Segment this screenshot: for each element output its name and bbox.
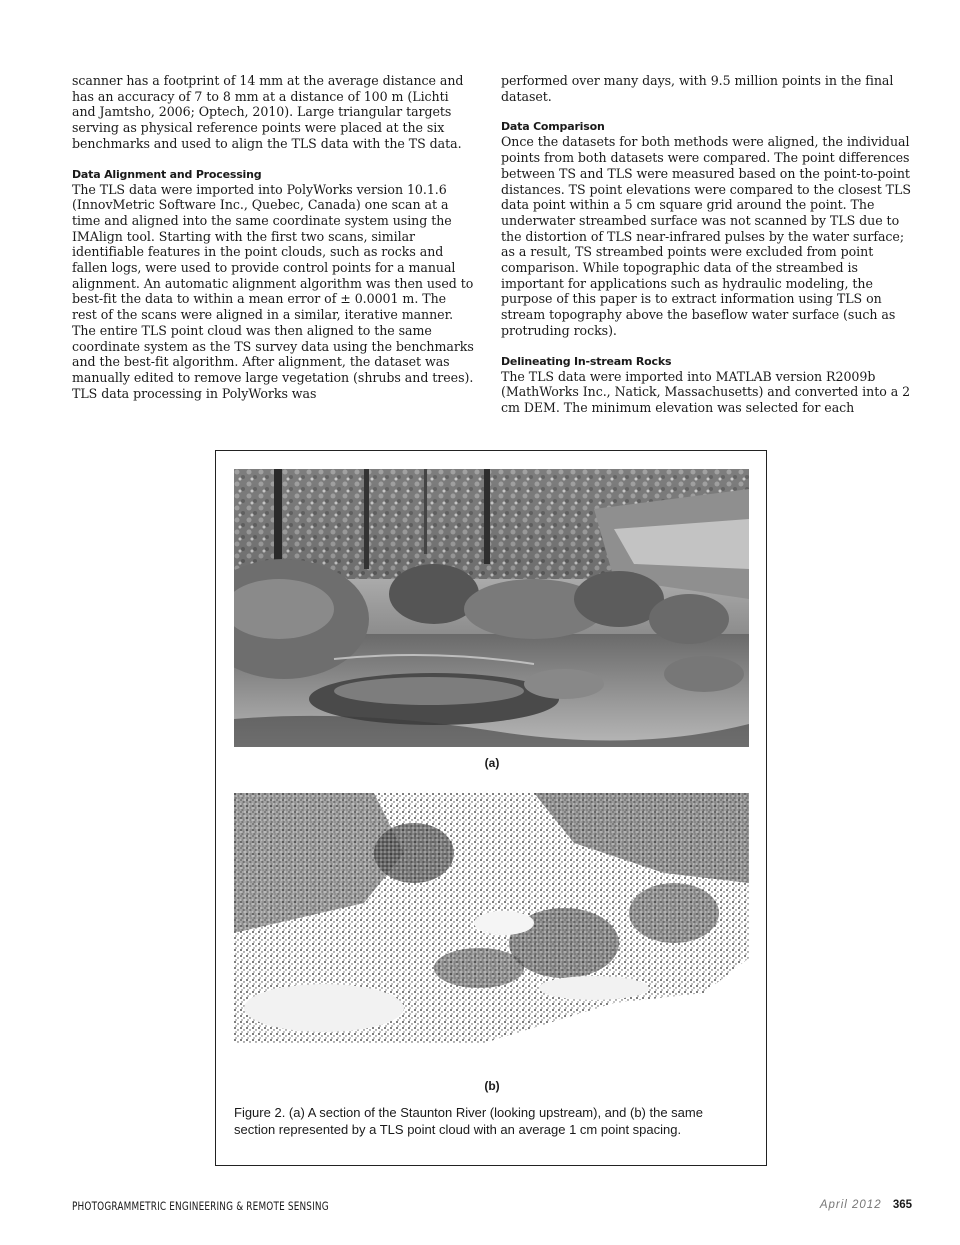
page-footer-right [820, 1199, 912, 1211]
river-photo [234, 469, 749, 747]
page-number: 365 [892, 1199, 912, 1211]
figure-caption: Figure 2. (a) A section of the Staunton River (looking upstream), and (b) the same section represented by a TLS point cloud with an average 1 cm point spacing. [234, 1105, 703, 1137]
point-cloud-image [234, 793, 749, 1043]
section-heading: Data Alignment and Processing [72, 167, 262, 181]
journal-name: PHOTOGRAMMETRIC ENGINEERING & REMOTE SENSING [72, 1199, 329, 1213]
left-column [72, 73, 474, 401]
paragraph: performed over many days, with 9.5 million points in the final dataset. [501, 73, 894, 104]
paragraph: Once the datasets for both methods were aligned, the individual points from both datasets were compared. The point differences between TS and TLS were measured based on the point-to-point distances. TS point elevations were compared to the closest TLS data point within a 5 cm square grid around the point. The underwater streambed surface was not scanned by TLS due to the distortion of TLS near-infrared pulses by the water surface; as a result, TS streambed points were excluded from point comparison. While topographic data of the streambed is important for applications such as hydraulic modeling, the purpose of this paper is to extract information using TLS on stream topography above the baseflow water surface (such as protruding rocks). [501, 134, 911, 338]
paragraph: The TLS data were imported into PolyWorks version 10.1.6 (InnovMetric Software Inc., Quebec, Canada) one scan at a time and aligned into the same coordinate system using the IMAlign tool. Starting with the first two scans, similar identifiable features in the point clouds, such as rocks and fallen logs, were used to provide control points for a manual alignment. An automatic alignment algorithm was then used to best-fit the data to within a mean error of ± 0.0001 m. The rest of the scans were aligned in a similar, iterative manner. The entire TLS point cloud was then aligned to the same coordinate system as the TS survey data using the benchmarks and the best-fit algorithm. After alignment, the dataset was manually edited to remove large vegetation (shrubs and trees). TLS data processing in PolyWorks was [72, 181, 474, 401]
figure-2 [215, 450, 767, 1166]
panel-label-b: (b) [484, 1079, 500, 1093]
paragraph: The TLS data were imported into MATLAB version R2009b (MathWorks Inc., Natick, Massachusetts) and converted into a 2 cm DEM. The minimum elevation was selected for each [501, 368, 911, 415]
paragraph: scanner has a footprint of 14 mm at the average distance and has an accuracy of 7 to 8 mm at a distance of 100 m (Lichti and Jamtsho, 2006; Optech, 2010). Large triangular targets serving as physical reference points were placed at the six benchmarks and used to align the TLS data with the TS data. [72, 73, 464, 151]
section-heading: Delineating In-stream Rocks [501, 354, 672, 368]
section-heading: Data Comparison [501, 120, 605, 134]
issue-date: April 2012 [819, 1199, 882, 1211]
right-column [501, 73, 913, 416]
panel-label-a: (a) [484, 756, 500, 770]
